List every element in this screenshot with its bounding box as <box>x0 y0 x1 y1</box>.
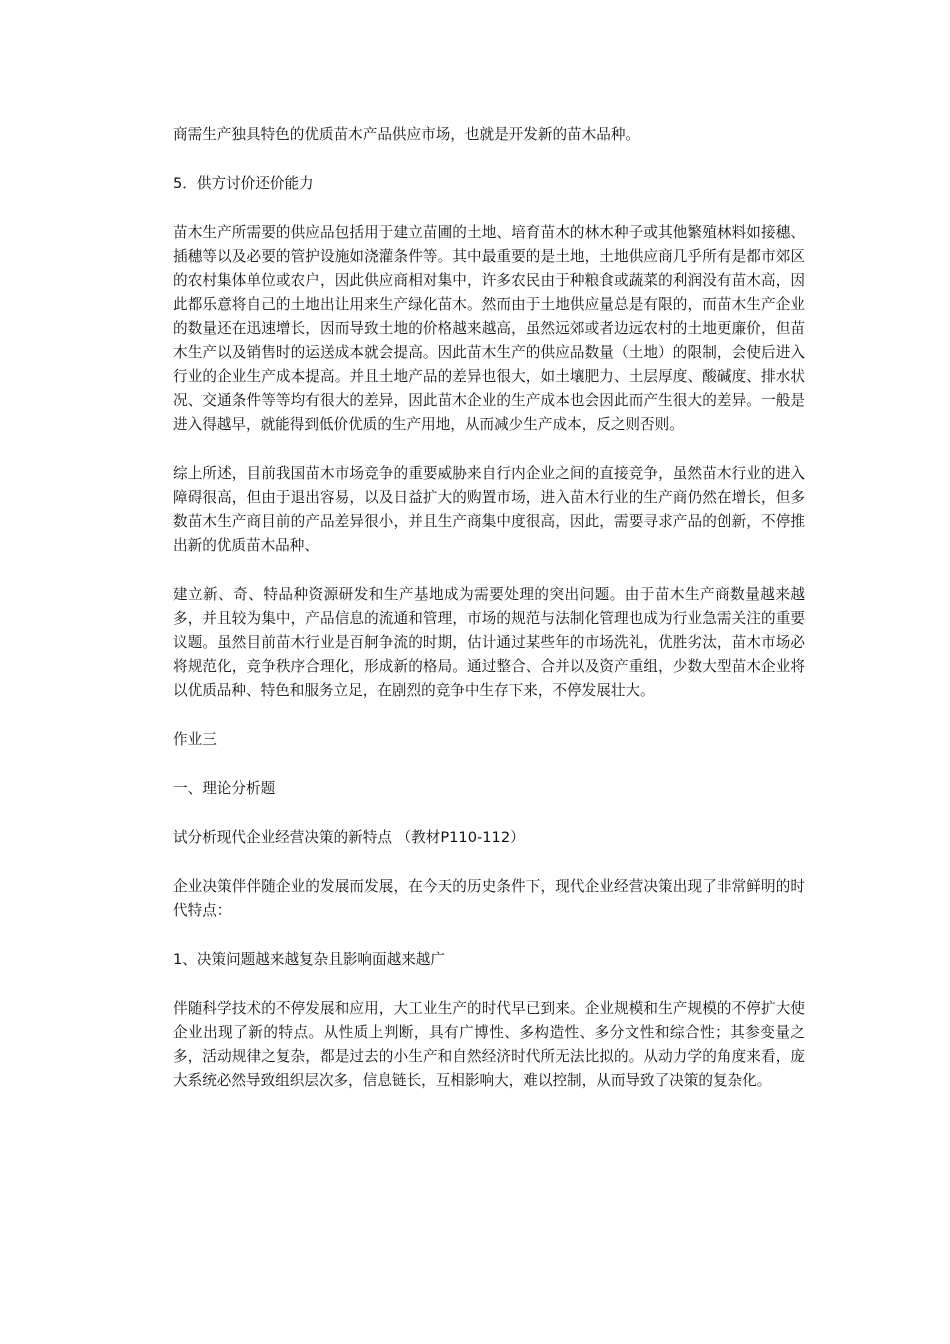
heading-supplier-bargaining: 5．供方讨价还价能力 <box>173 175 314 192</box>
paragraph-product-supply: 商需生产独具特色的优质苗木产品供应市场，也就是开发新的苗木品种。 <box>173 126 641 143</box>
heading-theory-analysis: 一、理论分析题 <box>173 780 276 797</box>
paragraph-industry-outlook: 建立新、奇、特品种资源研发和生产基地成为需要处理的突出问题。由于苗木生产商数量越来越多，并且较为集中，产品信息的流通和管理，市场的规范与法制化管理也成为行业急需关注的重要议题。虽然目前苗木行业是百舸争流的时期，估计通过某些年的市场洗礼，优胜劣汰，苗木市场必将规范化，竞争秩序合理化，形成新的格局。通过整合、合并以及资产重组，少数大型苗木企业将以优质品种、特色和服务立足，在剧烈的竞争中生存下来，不停发展壮大。 <box>173 586 805 699</box>
document-body <box>173 123 805 1118</box>
heading-decision-complexity: 1、决策问题越来越复杂且影响面越来越广 <box>173 951 445 968</box>
paragraph-decision-intro: 企业决策伴伴随企业的发展而发展，在今天的历史条件下，现代企业经营决策出现了非常鲜明的时代特点： <box>173 878 805 919</box>
paragraph-decision-complexity: 伴随科学技术的不停发展和应用，大工业生产的时代早已到来。企业规模和生产规模的不停扩大使企业出现了新的特点。从性质上判断，具有广博性、多构造性、多分文性和综合性；其参变量之多，活动规律之复杂，都是过去的小生产和自然经济时代所无法比拟的。从动力学的角度来看，庞大系统必然导致组织层次多，信息链长，互相影响大，难以控制，从而导致了决策的复杂化。 <box>173 1000 805 1089</box>
question-title: 试分析现代企业经营决策的新特点 （教材P110-112） <box>173 829 525 846</box>
paragraph-land-supply: 苗木生产所需要的供应品包括用于建立苗圃的土地、培育苗木的林木种子或其他繁殖林料如接穗、插穗等以及必要的管护设施如浇灌条件等。其中最重要的是土地，土地供应商几乎所有是都市郊区的农村集体单位或农户，因此供应商相对集中，许多农民由于种粮食或蔬菜的利润没有苗木高，因此都乐意将自己的土地出让用来生产绿化苗木。然而由于土地供应量总是有限的，而苗木生产企业的数量还在迅速增长，因而导致土地的价格越来越高，虽然远郊或者边远农村的土地更廉价，但苗木生产以及销售时的运送成本就会提高。因此苗木生产的供应品数量（土地）的限制，会使后进入行业的企业生产成本提高。并且土地产品的差异也很大，如土壤肥力、土层厚度、酸碱度、排水状况、交通条件等等均有很大的差异，因此苗木企业的生产成本也会因此而产生很大的差异。一般是进入得越早，就能得到低价优质的生产用地，从而减少生产成本，反之则否则。 <box>173 224 805 433</box>
heading-assignment-three: 作业三 <box>173 731 217 748</box>
paragraph-summary: 综上所述，目前我国苗木市场竞争的重要威胁来自行内企业之间的直接竞争，虽然苗木行业的进入障碍很高，但由于退出容易，以及日益扩大的购置市场，进入苗木行业的生产商仍然在增长，但多数苗木生产商目前的产品差异很小，并且生产商集中度很高，因此，需要寻求产品的创新，不停推出新的优质苗木品种、 <box>173 465 805 554</box>
